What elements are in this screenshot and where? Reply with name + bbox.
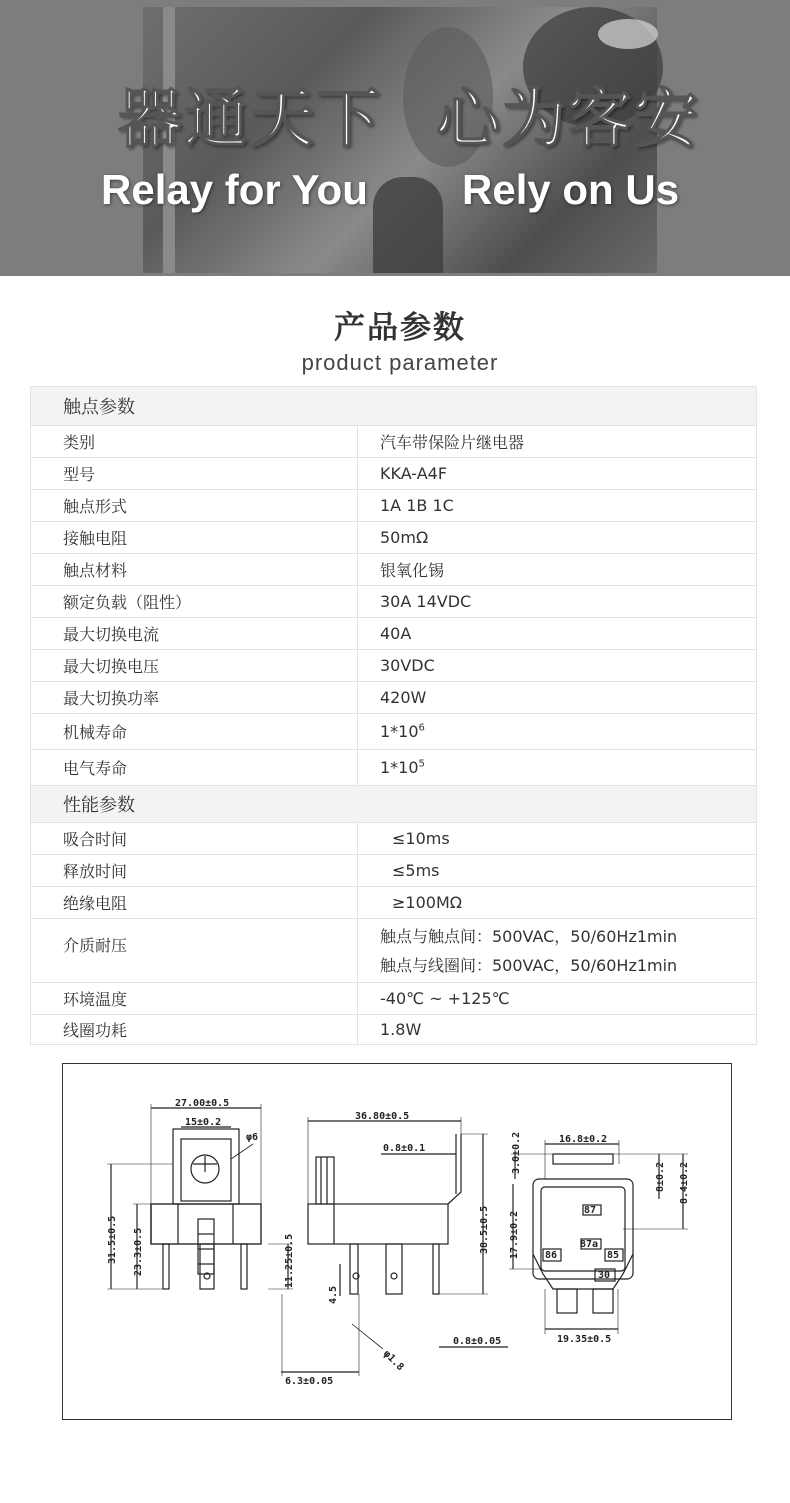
dim-offset-top: 3.0±0.2 <box>511 1131 522 1174</box>
table-row <box>31 983 757 1015</box>
row-value: ≤10ms <box>358 823 757 855</box>
table-row <box>31 522 757 554</box>
dim-bottom-top-width: 16.8±0.2 <box>559 1134 608 1145</box>
dim-offset-8: 8±0.2 <box>655 1161 666 1192</box>
row-label: 释放时间 <box>31 855 358 887</box>
hero-banner <box>0 0 790 276</box>
section-heading-performance: 性能参数 <box>31 786 757 823</box>
row-label: 接触电阻 <box>31 522 358 554</box>
table-row <box>31 426 757 458</box>
life-base: 1*10 <box>380 722 419 741</box>
table-section-header <box>31 387 757 426</box>
dim-pin-offset: 4.5 <box>328 1285 339 1304</box>
pin-label-87: 87 <box>584 1205 597 1216</box>
section-heading-contact: 触点参数 <box>31 387 757 426</box>
pin-label-85: 85 <box>607 1250 620 1261</box>
slogan-cn-right: 心为客安 <box>436 83 700 157</box>
dim-body-height: 23.3±0.5 <box>133 1227 144 1276</box>
row-label: 环境温度 <box>31 983 358 1015</box>
pin-label-87a: 87a <box>580 1239 599 1250</box>
slogan-en-left: Relay for You <box>101 166 368 213</box>
table-row <box>31 650 757 682</box>
life-base: 1*10 <box>380 758 419 777</box>
slogan-cn-left: 器通天下 <box>118 83 382 157</box>
section-title-en: product parameter <box>301 350 499 375</box>
table-row <box>31 855 757 887</box>
row-value: 1.8W <box>358 1015 757 1045</box>
row-label: 型号 <box>31 458 358 490</box>
slogan-en-right: Rely on Us <box>462 166 680 213</box>
table-row <box>31 458 757 490</box>
dimension-drawing <box>62 1063 732 1420</box>
row-value <box>358 919 757 983</box>
dim-fuse-width: 15±0.2 <box>185 1117 222 1128</box>
row-label: 触点形式 <box>31 490 358 522</box>
table-section-header <box>31 786 757 823</box>
row-label: 机械寿命 <box>31 714 358 750</box>
dim-front-height: 31.5±0.5 <box>107 1215 118 1264</box>
table-row <box>31 919 757 983</box>
row-value: 50mΩ <box>358 522 757 554</box>
row-label: 类别 <box>31 426 358 458</box>
dielectric-line-1: 触点与触点间：500VAC，50/60Hz1min <box>380 926 678 946</box>
table-row <box>31 823 757 855</box>
pin-label-86: 86 <box>545 1250 558 1261</box>
dim-pin-pitch: 6.3±0.05 <box>285 1376 334 1387</box>
row-label: 绝缘电阻 <box>31 887 358 919</box>
row-value: 银氧化锡 <box>358 554 757 586</box>
row-label: 触点材料 <box>31 554 358 586</box>
dim-pin-thickness: 0.8±0.05 <box>453 1336 502 1347</box>
row-label: 介质耐压 <box>31 919 358 983</box>
dim-tab-thickness: 0.8±0.1 <box>383 1143 426 1154</box>
row-label: 吸合时间 <box>31 823 358 855</box>
row-label: 线圈功耗 <box>31 1015 358 1045</box>
row-value: 30VDC <box>358 650 757 682</box>
row-value: 汽车带保险片继电器 <box>358 426 757 458</box>
table-row <box>31 682 757 714</box>
row-label: 额定负载（阻性） <box>31 586 358 618</box>
table-row <box>31 586 757 618</box>
table-row <box>31 618 757 650</box>
life-exponent: 5 <box>418 758 425 770</box>
dim-side-height: 38.5±0.5 <box>479 1205 490 1254</box>
row-label: 最大切换功率 <box>31 682 358 714</box>
dim-front-hole: φ6 <box>246 1132 259 1143</box>
row-value: ≥100MΩ <box>358 887 757 919</box>
row-label: 最大切换电流 <box>31 618 358 650</box>
row-value: -40℃ ~ +125℃ <box>358 983 757 1015</box>
table-row <box>31 554 757 586</box>
table-row <box>31 490 757 522</box>
life-exponent: 6 <box>418 722 425 734</box>
section-title-cn: 产品参数 <box>334 310 466 346</box>
table-row <box>31 887 757 919</box>
row-label: 最大切换电压 <box>31 650 358 682</box>
row-value <box>358 750 757 786</box>
row-value: 40A <box>358 618 757 650</box>
dim-side-height-bottom: 17.9±0.2 <box>509 1210 520 1259</box>
row-value: 1A 1B 1C <box>358 490 757 522</box>
dim-side-width: 36.80±0.5 <box>355 1111 410 1122</box>
dim-front-width: 27.00±0.5 <box>175 1098 230 1109</box>
row-value: KKA-A4F <box>358 458 757 490</box>
table-row <box>31 714 757 750</box>
parameter-table <box>30 386 757 1045</box>
row-label: 电气寿命 <box>31 750 358 786</box>
dim-side-hole: φ1.8 <box>380 1348 406 1374</box>
dim-offset-84: 8.4±0.2 <box>679 1161 690 1204</box>
row-value: 30A 14VDC <box>358 586 757 618</box>
drawing-svg <box>63 1064 731 1419</box>
row-value <box>358 714 757 750</box>
pin-label-30: 30 <box>598 1270 611 1281</box>
table-row <box>31 750 757 786</box>
dim-bottom-width: 19.35±0.5 <box>557 1334 612 1345</box>
row-value: 420W <box>358 682 757 714</box>
dielectric-line-2: 触点与线圈间：500VAC，50/60Hz1min <box>380 955 678 975</box>
table-row <box>31 1015 757 1045</box>
row-value: ≤5ms <box>358 855 757 887</box>
dim-pin-height: 11.25±0.5 <box>284 1233 295 1288</box>
